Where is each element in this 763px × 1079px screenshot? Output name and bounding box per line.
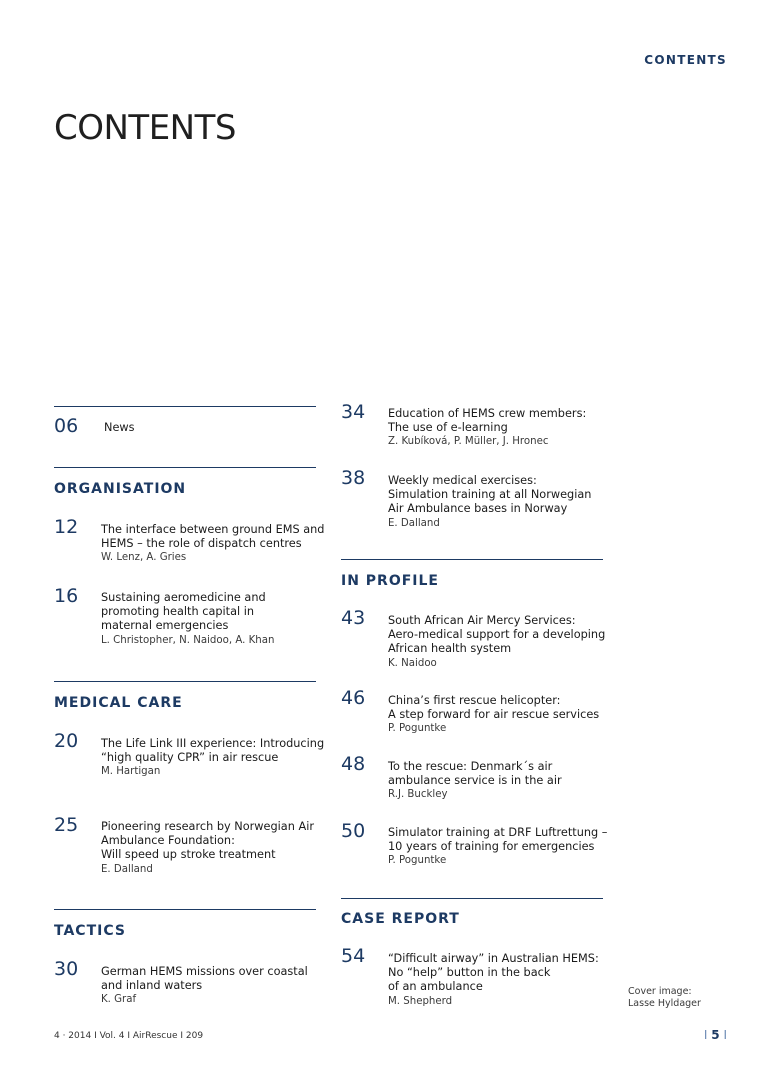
toc-entry[interactable] [101,965,308,1007]
entry-page-number: 12 [54,516,79,538]
section-title-in-profile: IN PROFILE [341,573,439,589]
entry-title: Pioneering research by Norwegian Air Ambulance Foundation: Will speed up stroke treatment [101,820,314,862]
section-title-medical-care: MEDICAL CARE [54,695,183,711]
divider [341,898,603,899]
entry-title: To the rescue: Denmark´s air ambulance service is in the air [388,760,562,788]
news-page-number: 06 [54,415,79,437]
entry-authors: M. Shepherd [388,995,453,1007]
entry-authors: L. Christopher, N. Naidoo, A. Khan [101,634,275,646]
entry-authors: E. Dalland [101,863,153,875]
entry-page-number: 48 [341,753,366,775]
toc-entry[interactable] [388,826,607,868]
entry-page-number: 50 [341,820,366,842]
toc-entry[interactable] [388,407,586,449]
divider [54,406,316,407]
toc-entry[interactable] [388,760,562,802]
entry-title: Education of HEMS crew members: The use of e-learning [388,407,587,435]
entry-authors: K. Naidoo [388,657,437,669]
divider [54,909,316,910]
entry-title: Sustaining aeromedicine and promoting health capital in maternal emergencies [101,591,266,633]
entry-page-number: 54 [341,945,366,967]
entry-title: The interface between ground EMS and HEMS – the role of dispatch centres [101,523,325,551]
entry-page-number: 34 [341,401,366,423]
entry-title: “Difficult airway” in Australian HEMS: No “help” button in the back of an ambulance [388,952,599,994]
entry-page-number: 25 [54,814,79,836]
entry-page-number: 30 [54,958,79,980]
entry-authors: E. Dalland [388,517,440,529]
entry-title: Simulator training at DRF Luftrettung – 10 years of training for emergencies [388,826,608,854]
entry-page-number: 43 [341,607,366,629]
entry-page-number: 20 [54,730,79,752]
entry-authors: W. Lenz, A. Gries [101,552,187,564]
entry-page-number: 16 [54,585,79,607]
entry-authors: P. Poguntke [388,855,447,867]
entry-authors: Z. Kubíková, P. Müller, J. Hronec [388,436,549,448]
page-title: CONTENTS [54,108,236,148]
entry-title: Weekly medical exercises: Simulation training at all Norwegian Air Ambulance bases in Norway [388,474,592,516]
toc-entry[interactable] [101,737,324,779]
footer-page-number: I 5 I [703,1028,727,1042]
divider [54,467,316,468]
section-title-tactics: TACTICS [54,923,126,939]
entry-authors: P. Poguntke [388,723,447,735]
footer-issue-info: 4 · 2014 I Vol. 4 I AirRescue I 209 [54,1031,204,1041]
entry-authors: M. Hartigan [101,766,161,778]
entry-authors: K. Graf [101,994,137,1006]
entry-page-number: 46 [341,687,366,709]
news-title[interactable]: News [104,421,135,434]
toc-entry[interactable] [101,523,324,565]
cover-image-credit: Cover image: Lasse Hyldager [628,986,701,1009]
divider [54,681,316,682]
toc-entry[interactable] [388,952,599,1009]
toc-entry[interactable] [388,614,605,671]
section-title-organisation: ORGANISATION [54,481,187,497]
entry-title: German HEMS missions over coastal and inland waters [101,965,308,993]
entry-page-number: 38 [341,467,366,489]
divider [341,559,603,560]
entry-title: South African Air Mercy Services: Aero-medical support for a developing African health system [388,614,606,656]
toc-entry[interactable] [388,474,591,531]
entry-authors: R.J. Buckley [388,789,448,801]
toc-entry[interactable] [388,694,599,736]
entry-title: The Life Link III experience: Introducing “high quality CPR” in air rescue [101,737,325,765]
toc-entry[interactable] [101,820,314,877]
section-title-case-report: CASE REPORT [341,911,460,927]
toc-entry[interactable] [101,591,274,648]
running-header: CONTENTS [644,53,727,67]
entry-title: China’s first rescue helicopter: A step forward for air rescue services [388,694,600,722]
